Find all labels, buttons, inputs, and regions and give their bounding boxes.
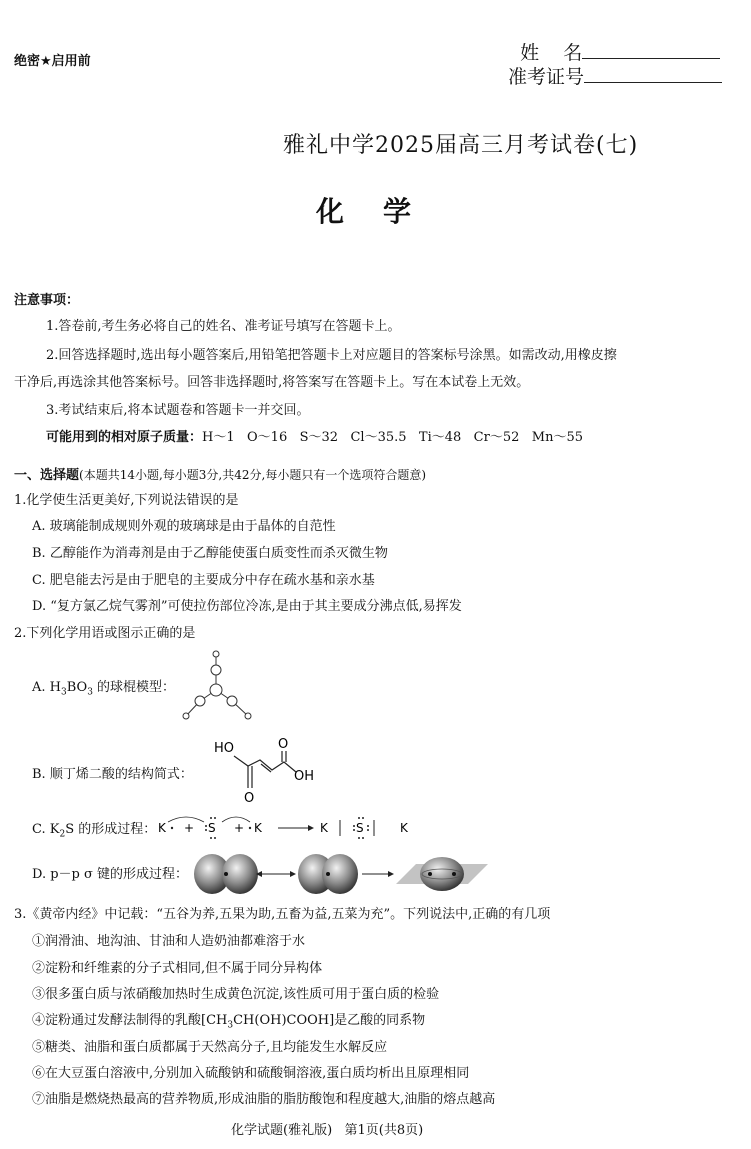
p-p-sigma-bond-diagram bbox=[192, 850, 492, 900]
q3-item-3: ③很多蛋白质与浓硝酸加热时生成黄色沉淀,该性质可用于蛋白质的检验 bbox=[32, 987, 440, 1002]
name-label: 姓 名 bbox=[520, 42, 583, 64]
q2-option-b: B. 顺丁烯二酸的结构简式： bbox=[32, 767, 193, 782]
section-title: 一、选择题 bbox=[14, 468, 80, 483]
notice-heading: 注意事项： bbox=[14, 293, 80, 308]
q3-item-5: ⑤糖类、油脂和蛋白质都属于天然高分子,且均能发生水解反应 bbox=[32, 1040, 388, 1055]
svg-text:K: K bbox=[400, 821, 408, 835]
notice-item-2a: 2.回答选择题时,选出每小题答案后,用铅笔把答题卡上对应题目的答案标号涂黑。如需改动,用橡皮擦 bbox=[46, 348, 617, 363]
confidential-mark: 绝密★启用前 bbox=[14, 54, 91, 69]
q1-option-c: C. 肥皂能去污是由于肥皂的主要成分中存在疏水基和亲水基 bbox=[32, 573, 375, 588]
svg-text:K: K bbox=[320, 821, 328, 835]
maleic-acid-structure bbox=[212, 732, 327, 807]
svg-text:K: K bbox=[158, 821, 166, 835]
q3-item-7: ⑦油脂是燃烧热最高的营养物质,形成油脂的脂肪酸饱和程度越大,油脂的熔点越高 bbox=[32, 1092, 496, 1107]
atomic-label: 可能用到的相对原子质量： bbox=[46, 430, 203, 445]
q3-item-4: ④淀粉通过发酵法制得的乳酸$[CH_3CH(OH)COOH]$是乙酸的同系物 bbox=[32, 1013, 426, 1031]
atomic-values: H～1 O～16 S～32 Cl～35.5 Ti～48 Cr～52 Mn～55 bbox=[202, 430, 584, 445]
q2-option-a: A. $H_3BO_3$ 的球棍模型： bbox=[32, 680, 176, 698]
svg-text:S: S bbox=[208, 821, 216, 835]
struct-ho: HO bbox=[214, 741, 235, 756]
name-field bbox=[508, 16, 720, 65]
svg-text:K: K bbox=[254, 821, 262, 835]
q2-stem: 2.下列化学用语或图示正确的是 bbox=[14, 626, 196, 641]
exam-no-label: 准考证号 bbox=[508, 66, 585, 88]
name-blank bbox=[582, 39, 720, 59]
q1-stem: 1.化学使生活更美好,下列说法错误的是 bbox=[14, 493, 239, 508]
exam-no-field bbox=[508, 62, 722, 89]
struct-oh: OH bbox=[294, 769, 315, 784]
svg-text:S: S bbox=[356, 821, 364, 835]
q2-option-c: C. $K_2S$ 的形成过程： bbox=[32, 822, 157, 840]
svg-text:+: + bbox=[234, 821, 245, 835]
atomic-masses bbox=[46, 429, 583, 447]
exam-title: 雅礼中学2025届高三月考试卷(七) bbox=[283, 133, 639, 158]
notice-item-2b: 干净后,再选涂其他答案标号。回答非选择题时,将答案写在答题卡上。写在本试卷上无效。 bbox=[14, 375, 530, 390]
notice-item-3: 3.考试结束后,将本试题卷和答题卡一并交回。 bbox=[46, 403, 310, 418]
q1-option-a: A. 玻璃能制成规则外观的玻璃球是由于晶体的自范性 bbox=[32, 519, 336, 534]
k2s-formation-diagram bbox=[156, 812, 426, 844]
subject-title: 化 学 bbox=[316, 195, 411, 228]
q3-item-2: ②淀粉和纤维素的分子式相同,但不属于同分异构体 bbox=[32, 961, 323, 976]
section-desc: (本题共14小题,每小题3分,共42分,每小题只有一个选项符合题意) bbox=[79, 468, 426, 482]
struct-o-bottom: O bbox=[244, 791, 255, 806]
q3-item-6: ⑥在大豆蛋白溶液中,分别加入硫酸钠和硫酸铜溶液,蛋白质均析出且原理相同 bbox=[32, 1066, 470, 1081]
exam-no-blank bbox=[584, 63, 722, 83]
section-heading bbox=[14, 466, 426, 485]
struct-o-top: O bbox=[278, 737, 289, 752]
q3-stem: 3.《黄帝内经》中记载：“五谷为养,五果为助,五畜为益,五菜为充”。下列说法中,正确的有几项 bbox=[14, 907, 551, 922]
notice-item-1: 1.答卷前,考生务必将自己的姓名、准考证号填写在答题卡上。 bbox=[46, 319, 401, 334]
q1-option-b: B. 乙醇能作为消毒剂是由于乙醇能使蛋白质变性而杀灭微生物 bbox=[32, 546, 388, 561]
q1-option-d: D. “复方氯乙烷气雾剂”可使拉伤部位冷冻,是由于其主要成分沸点低,易挥发 bbox=[32, 599, 462, 614]
q3-item-1: ①润滑油、地沟油、甘油和人造奶油都难溶于水 bbox=[32, 934, 306, 949]
page-footer: 化学试题(雅礼版) 第1页(共8页) bbox=[231, 1123, 424, 1138]
ball-stick-model bbox=[178, 646, 258, 726]
svg-text:+: + bbox=[184, 821, 195, 835]
q2-option-d: D. p－p σ 键的形成过程： bbox=[32, 867, 189, 882]
